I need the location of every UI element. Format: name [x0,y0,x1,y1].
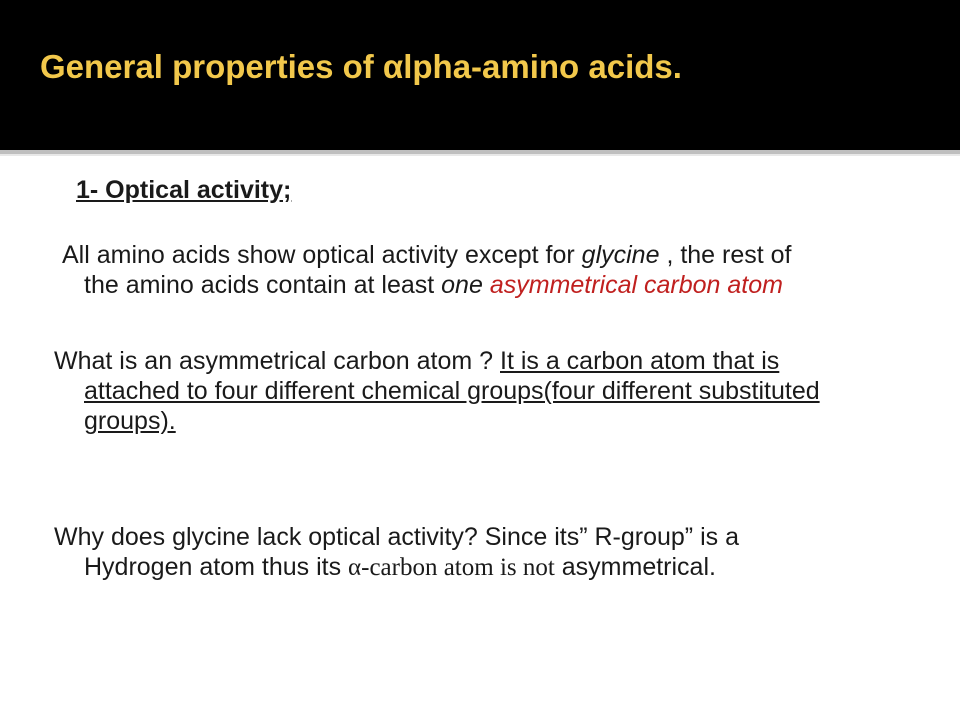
title-bar [0,0,960,150]
text: asymmetrical. [554,553,716,581]
glycine-term: glycine [581,241,660,269]
text: , the rest of the amino acids contain at least [84,241,792,299]
emphasis-one: one [441,271,483,299]
definition-answer: It is a carbon atom that is attached to four different chemical groups(four different substituted groups). [84,347,820,435]
highlight-asymmetrical-carbon: asymmetrical carbon atom [489,271,783,299]
slide-body [0,156,960,720]
paragraph-glycine [54,522,834,583]
text [483,271,490,299]
alpha-carbon-phrase: α-carbon atom is not [348,554,555,581]
paragraph-optical-activity [62,240,824,300]
slide-title: General properties of αlpha-amino acids. [40,48,682,85]
text: Why does glycine lack optical activity? Since its” R-group” is a Hydrogen atom thus its [54,523,739,581]
section-heading: 1- Optical activity; [76,176,292,204]
question-text: What is an asymmetrical carbon atom ? [54,347,500,375]
text: All amino acids show optical activity except for [62,241,582,269]
paragraph-definition [54,346,834,436]
